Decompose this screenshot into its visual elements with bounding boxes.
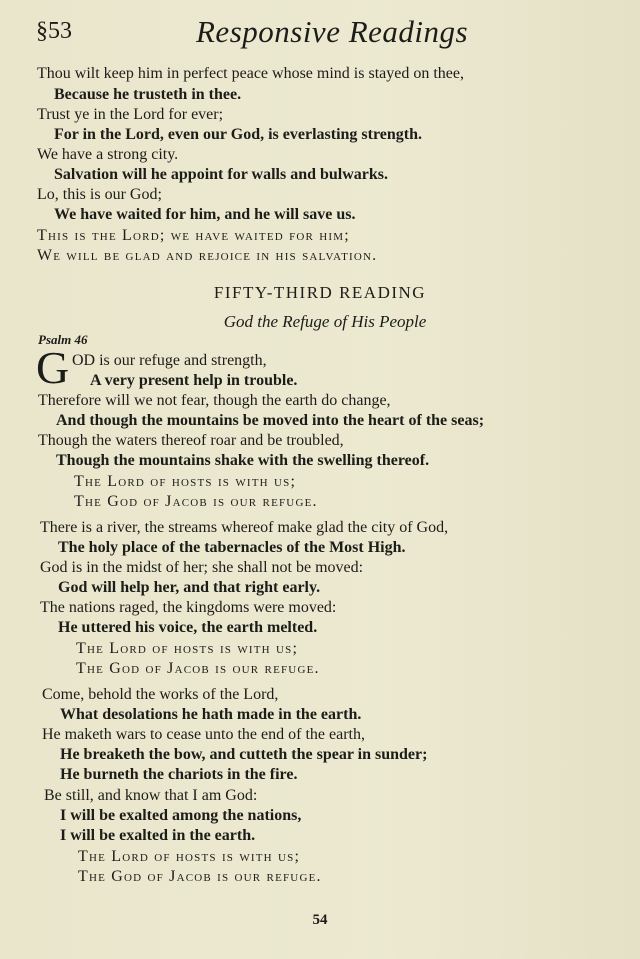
section-number: §53	[36, 18, 72, 44]
response-line: Salvation will he appoint for walls and bulwarks.	[54, 166, 389, 183]
response-line: He uttered his voice, the earth melted.	[58, 619, 318, 636]
reading-line: Therefore will we not fear, though the earth do change,	[38, 392, 391, 409]
response-line: I will be exalted among the nations,	[60, 807, 302, 824]
refrain-line: The God of Jacob is our refuge.	[74, 493, 318, 510]
refrain-line: The God of Jacob is our refuge.	[78, 868, 322, 885]
response-line: He breaketh the bow, and cutteth the spear in sunder;	[60, 746, 428, 763]
reading-line: Trust ye in the Lord for ever;	[37, 106, 224, 123]
response-line: Because he trusteth in thee.	[54, 86, 242, 103]
refrain-line: The Lord of hosts is with us;	[78, 848, 301, 865]
reading-line: There is a river, the streams whereof make glad the city of God,	[40, 519, 449, 536]
response-line: What desolations he hath made in the earth.	[60, 706, 362, 723]
unison-line: We will be glad and rejoice in his salvation.	[37, 247, 378, 264]
reading-line: Thou wilt keep him in perfect peace whose mind is stayed on thee,	[37, 65, 464, 82]
reading-line: OD is our refuge and strength,	[72, 352, 267, 369]
reading-line: We have a strong city.	[37, 146, 179, 163]
refrain-line: The Lord of hosts is with us;	[76, 640, 299, 657]
running-title: Responsive Readings	[196, 14, 469, 49]
reading-line: The nations raged, the kingdoms were moved:	[40, 599, 337, 616]
reading-line: God is in the midst of her; she shall not be moved:	[40, 559, 364, 576]
response-line: I will be exalted in the earth.	[60, 827, 256, 844]
reading-line: Though the waters thereof roar and be troubled,	[38, 432, 344, 449]
drop-cap: G	[36, 342, 70, 393]
reading-title: FIFTY-THIRD READING	[213, 283, 427, 302]
page-header	[36, 14, 604, 54]
response-line: And though the mountains be moved into the heart of the seas;	[56, 412, 485, 429]
refrain-line: The Lord of hosts is with us;	[74, 473, 297, 490]
show-through-texture	[570, 40, 640, 920]
response-line: The holy place of the tabernacles of the Most High.	[58, 539, 406, 556]
response-line: Though the mountains shake with the swelling thereof.	[56, 452, 430, 469]
reading-line: Be still, and know that I am God:	[44, 787, 258, 804]
unison-line: This is the Lord; we have waited for him;	[37, 227, 350, 244]
reading-line: Lo, this is our God;	[37, 186, 162, 203]
reading-line: Come, behold the works of the Lord,	[42, 686, 279, 703]
response-line: We have waited for him, and he will save us.	[54, 206, 356, 223]
reading-line: He maketh wars to cease unto the end of the earth,	[42, 726, 365, 743]
response-line: For in the Lord, even our God, is everlasting strength.	[54, 126, 422, 143]
response-line: He burneth the chariots in the fire.	[60, 766, 298, 783]
reading-subtitle: God the Refuge of His People	[223, 312, 427, 331]
response-line: God will help her, and that right early.	[58, 579, 321, 596]
psalm-reference: Psalm 46	[38, 332, 88, 347]
refrain-line: The God of Jacob is our refuge.	[76, 660, 320, 677]
response-line: A very present help in trouble.	[90, 372, 298, 389]
page-number: 54	[312, 912, 328, 928]
